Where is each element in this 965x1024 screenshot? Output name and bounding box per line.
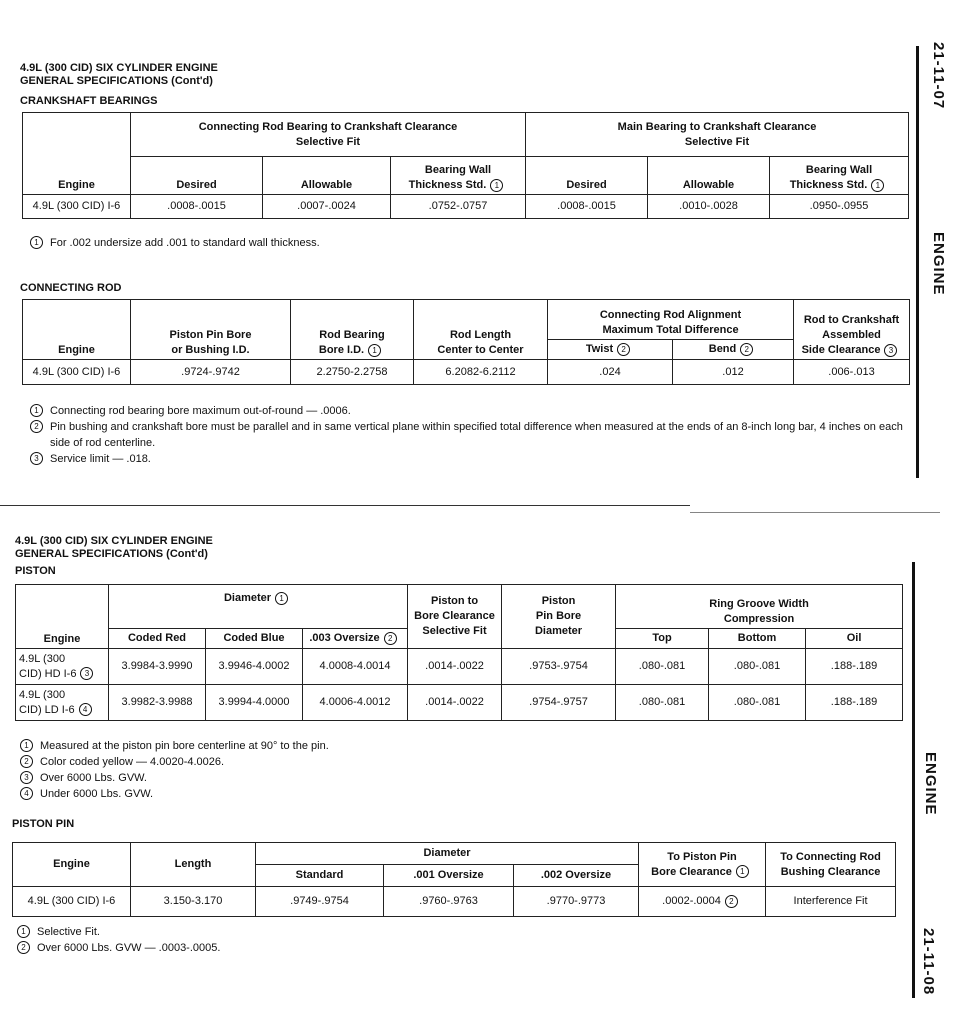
piston-row-engine-line2: CID) LD I-6 bbox=[19, 703, 75, 716]
piston-diameter-label: Diameter bbox=[223, 592, 272, 604]
crank-main-group-line2: Selective Fit bbox=[684, 135, 750, 148]
note-item bbox=[30, 235, 910, 251]
note-item bbox=[20, 770, 900, 786]
piston-bore-line2: Bore Clearance bbox=[414, 610, 495, 622]
crank-main-group-line1: Main Bearing to Crankshaft Clearance bbox=[617, 120, 817, 133]
crank-conn-wall-line2: Thickness Std. bbox=[408, 179, 487, 191]
crank-main-desired-header: Desired bbox=[526, 157, 648, 195]
piston-row-engine bbox=[16, 649, 109, 685]
pin-to-rod-header bbox=[766, 843, 896, 887]
conrod-rod-bearing-line1: Rod Bearing bbox=[319, 329, 385, 341]
crank-row-main-allowable: .0010-.0028 bbox=[648, 195, 770, 219]
piston-row-red: 3.9984-3.9990 bbox=[109, 649, 206, 685]
pin-note-2: Over 6000 Lbs. GVW — .0003-.0005. bbox=[37, 942, 221, 954]
pin-to-rod-line2: Bushing Clearance bbox=[780, 865, 881, 878]
piston-note-2: Color coded yellow — 4.0020-4.0026. bbox=[40, 756, 225, 768]
crank-conn-allowable-header: Allowable bbox=[263, 157, 391, 195]
circled-2-icon: 2 bbox=[740, 343, 753, 356]
note-item bbox=[30, 419, 910, 451]
conrod-pin-bore-header bbox=[131, 300, 291, 360]
page1-side-engine-label: ENGINE bbox=[930, 232, 947, 296]
crank-row-main-desired: .0008-.0015 bbox=[526, 195, 648, 219]
conrod-pin-bore-line2: or Bushing I.D. bbox=[171, 344, 250, 356]
piston-pin-line2: Pin Bore bbox=[535, 610, 582, 622]
circled-1-icon: 1 bbox=[368, 344, 381, 357]
circled-1-icon: 1 bbox=[30, 404, 43, 417]
pin-notes bbox=[17, 924, 897, 956]
note-item bbox=[20, 754, 900, 770]
page2-header-subtitle: GENERAL SPECIFICATIONS (Cont'd) bbox=[15, 548, 208, 560]
circled-2-icon: 2 bbox=[384, 632, 397, 645]
pin-row-engine: 4.9L (300 CID) I-6 bbox=[13, 887, 131, 917]
piston-ring-line1: Ring Groove Width bbox=[709, 598, 809, 610]
piston-bore-line1: Piston to bbox=[431, 595, 479, 607]
conrod-row-pin-bore: .9724-.9742 bbox=[131, 360, 291, 385]
pin-row-length: 3.150-3.170 bbox=[131, 887, 256, 917]
circled-2-icon: 2 bbox=[617, 343, 630, 356]
table-row bbox=[13, 887, 896, 917]
note-item bbox=[17, 924, 897, 940]
page1-right-rule bbox=[916, 46, 919, 478]
page2-header-title: 4.9L (300 CID) SIX CYLINDER ENGINE bbox=[15, 535, 213, 547]
piston-engine-header: Engine bbox=[16, 585, 109, 649]
piston-notes bbox=[20, 738, 900, 802]
piston-pin-section-title: PISTON PIN bbox=[12, 818, 75, 830]
conrod-pin-bore-line1: Piston Pin Bore bbox=[169, 329, 252, 341]
piston-bore-clearance-header bbox=[408, 585, 502, 649]
piston-section-title: PISTON bbox=[15, 565, 56, 577]
conrod-engine-header: Engine bbox=[23, 300, 131, 360]
circled-2-icon: 2 bbox=[17, 941, 30, 954]
pin-over002-header: .002 Oversize bbox=[514, 865, 639, 887]
circled-1-icon: 1 bbox=[871, 179, 884, 192]
conrod-row-bend: .012 bbox=[673, 360, 794, 385]
crank-main-wall-line1: Bearing Wall bbox=[805, 164, 873, 176]
piston-note-4: Under 6000 Lbs. GVW. bbox=[40, 788, 154, 800]
piston-row-oversize: 4.0008-4.0014 bbox=[303, 649, 408, 685]
note-item bbox=[20, 786, 900, 802]
piston-row-bottom: .080-.081 bbox=[709, 649, 806, 685]
conrod-side-clearance-header bbox=[794, 300, 910, 360]
circled-1-icon: 1 bbox=[20, 739, 33, 752]
pin-row-to-rod: Interference Fit bbox=[766, 887, 896, 917]
pin-to-piston-header bbox=[639, 843, 766, 887]
page2-header bbox=[15, 535, 213, 561]
piston-row-clearance: .0014-.0022 bbox=[408, 649, 502, 685]
piston-oil-header: Oil bbox=[806, 629, 903, 649]
circled-1-icon: 1 bbox=[490, 179, 503, 192]
piston-row-top: .080-.081 bbox=[616, 685, 709, 721]
pin-row-to-pin bbox=[639, 887, 766, 917]
piston-row-blue: 3.9946-4.0002 bbox=[206, 649, 303, 685]
pin-row-standard: .9749-.9754 bbox=[256, 887, 384, 917]
pin-row-to-pin-value: .0002-.0004 bbox=[662, 895, 721, 907]
piston-ring-groove-header bbox=[616, 585, 903, 629]
crank-row-conn-wall: .0752-.0757 bbox=[391, 195, 526, 219]
pin-row-over001: .9760-.9763 bbox=[384, 887, 514, 917]
pin-standard-header: Standard bbox=[256, 865, 384, 887]
page1-header-subtitle: GENERAL SPECIFICATIONS (Cont'd) bbox=[20, 75, 213, 87]
piston-row-engine-line2: CID) HD I-6 bbox=[19, 667, 77, 680]
connecting-rod-table bbox=[22, 299, 910, 385]
piston-oversize-label: .003 Oversize bbox=[309, 632, 380, 644]
circled-2-icon: 2 bbox=[30, 420, 43, 433]
piston-row-oversize: 4.0006-4.0012 bbox=[303, 685, 408, 721]
page2-page-number: 21-11-08 bbox=[920, 928, 937, 996]
circled-1-icon: 1 bbox=[30, 236, 43, 249]
piston-pin-bore-header bbox=[502, 585, 616, 649]
conrod-bend-label: Bend bbox=[708, 343, 737, 355]
crank-engine-header: Engine bbox=[23, 113, 131, 195]
pin-to-rod-line1: To Connecting Rod bbox=[780, 850, 881, 863]
circled-1-icon: 1 bbox=[736, 865, 749, 878]
page-separator bbox=[0, 505, 690, 506]
crank-main-wall-line2: Thickness Std. bbox=[789, 179, 868, 191]
circled-4-icon: 4 bbox=[79, 703, 92, 716]
table-row bbox=[23, 195, 909, 219]
piston-row-top: .080-.081 bbox=[616, 649, 709, 685]
piston-coded-blue-header: Coded Blue bbox=[206, 629, 303, 649]
page2-side-engine-label: ENGINE bbox=[922, 752, 939, 816]
conrod-rod-bearing-header bbox=[291, 300, 414, 360]
note-item bbox=[30, 451, 910, 467]
piston-row-red: 3.9982-3.9988 bbox=[109, 685, 206, 721]
conrod-row-engine: 4.9L (300 CID) I-6 bbox=[23, 360, 131, 385]
conrod-notes bbox=[30, 403, 910, 467]
circled-1-icon: 1 bbox=[17, 925, 30, 938]
piston-row-pin: .9754-.9757 bbox=[502, 685, 616, 721]
conrod-row-side: .006-.013 bbox=[794, 360, 910, 385]
piston-pin-line1: Piston bbox=[541, 595, 576, 607]
conrod-alignment-line2: Maximum Total Difference bbox=[602, 324, 739, 336]
pin-engine-header: Engine bbox=[13, 843, 131, 887]
conrod-rod-bearing-line2: Bore I.D. bbox=[318, 344, 365, 356]
crank-conn-wall-line1: Bearing Wall bbox=[424, 164, 492, 176]
piston-row-engine bbox=[16, 685, 109, 721]
note-item bbox=[30, 403, 910, 419]
piston-row-blue: 3.9994-4.0000 bbox=[206, 685, 303, 721]
piston-bottom-header: Bottom bbox=[709, 629, 806, 649]
conrod-row-rod-length: 6.2082-6.2112 bbox=[414, 360, 548, 385]
crank-note-1: For .002 undersize add .001 to standard wall thickness. bbox=[50, 237, 320, 249]
conrod-side-line2: Assembled bbox=[822, 329, 881, 341]
piston-row-bottom: .080-.081 bbox=[709, 685, 806, 721]
page1-header bbox=[20, 62, 218, 88]
conrod-row-rod-bearing: 2.2750-2.2758 bbox=[291, 360, 414, 385]
crank-main-wall-header bbox=[770, 157, 909, 195]
crank-row-main-wall: .0950-.0955 bbox=[770, 195, 909, 219]
piston-note-1: Measured at the piston pin bore centerline at 90° to the pin. bbox=[40, 740, 329, 752]
page2-right-rule bbox=[912, 562, 915, 998]
circled-4-icon: 4 bbox=[20, 787, 33, 800]
crank-conn-group-line2: Selective Fit bbox=[295, 135, 361, 148]
crankshaft-bearings-table bbox=[22, 112, 909, 219]
conrod-twist-label: Twist bbox=[585, 343, 614, 355]
piston-top-header: Top bbox=[616, 629, 709, 649]
table-row bbox=[16, 685, 903, 721]
conrod-rod-length-line2: Center to Center bbox=[437, 344, 524, 356]
circled-1-icon: 1 bbox=[275, 592, 288, 605]
piston-row-clearance: .0014-.0022 bbox=[408, 685, 502, 721]
piston-coded-red-header: Coded Red bbox=[109, 629, 206, 649]
piston-row-oil: .188-.189 bbox=[806, 685, 903, 721]
crank-conn-wall-header bbox=[391, 157, 526, 195]
conrod-section-title: CONNECTING ROD bbox=[20, 282, 122, 294]
piston-note-3: Over 6000 Lbs. GVW. bbox=[40, 772, 147, 784]
piston-pin-table bbox=[12, 842, 896, 917]
crank-row-conn-desired: .0008-.0015 bbox=[131, 195, 263, 219]
conrod-bend-header bbox=[673, 340, 794, 360]
crankshaft-section-title: CRANKSHAFT BEARINGS bbox=[20, 95, 158, 107]
circled-2-icon: 2 bbox=[20, 755, 33, 768]
pin-diameter-header: Diameter bbox=[256, 843, 639, 865]
piston-row-pin: .9753-.9754 bbox=[502, 649, 616, 685]
piston-row-oil: .188-.189 bbox=[806, 649, 903, 685]
conrod-twist-header bbox=[548, 340, 673, 360]
pin-row-over002: .9770-.9773 bbox=[514, 887, 639, 917]
circled-3-icon: 3 bbox=[30, 452, 43, 465]
conrod-alignment-line1: Connecting Rod Alignment bbox=[599, 309, 742, 321]
piston-row-engine-line1: 4.9L (300 bbox=[19, 652, 66, 665]
piston-oversize-header bbox=[303, 629, 408, 649]
page1-page-number: 21-11-07 bbox=[930, 42, 947, 110]
pin-over001-header: .001 Oversize bbox=[384, 865, 514, 887]
piston-ring-line2: Compression bbox=[723, 613, 795, 625]
table-row bbox=[16, 649, 903, 685]
crank-main-group-header bbox=[526, 113, 909, 157]
conrod-note-1: Connecting rod bearing bore maximum out-of-round — .0006. bbox=[50, 405, 351, 417]
conrod-side-line1: Rod to Crankshaft bbox=[803, 314, 900, 326]
page1-header-title: 4.9L (300 CID) SIX CYLINDER ENGINE bbox=[20, 62, 218, 74]
piston-diameter-header bbox=[109, 585, 408, 629]
page-separator-tail bbox=[690, 512, 940, 513]
piston-table bbox=[15, 584, 903, 721]
crank-conn-group-header bbox=[131, 113, 526, 157]
crank-row-conn-allowable: .0007-.0024 bbox=[263, 195, 391, 219]
circled-3-icon: 3 bbox=[884, 344, 897, 357]
piston-pin-line3: Diameter bbox=[534, 625, 583, 637]
conrod-alignment-header bbox=[548, 300, 794, 340]
conrod-note-3: Service limit — .018. bbox=[50, 453, 151, 465]
pin-to-pin-line1: To Piston Pin bbox=[667, 850, 737, 863]
conrod-rod-length-line1: Rod Length bbox=[449, 329, 512, 341]
circled-2-icon: 2 bbox=[725, 895, 738, 908]
conrod-row-twist: .024 bbox=[548, 360, 673, 385]
pin-length-header: Length bbox=[131, 843, 256, 887]
pin-to-pin-line2: Bore Clearance bbox=[651, 865, 732, 878]
crank-conn-desired-header: Desired bbox=[131, 157, 263, 195]
conrod-rod-length-header bbox=[414, 300, 548, 360]
crank-main-allowable-header: Allowable bbox=[648, 157, 770, 195]
crank-conn-group-line1: Connecting Rod Bearing to Crankshaft Clearance bbox=[198, 120, 458, 133]
conrod-note-2: Pin bushing and crankshaft bore must be parallel and in same vertical plane within specified total difference when measured at the ends of an 8-inch long bar, 4 inches on each side of rod centerline. bbox=[50, 421, 903, 449]
note-item bbox=[17, 940, 897, 956]
circled-3-icon: 3 bbox=[80, 667, 93, 680]
piston-row-engine-line1: 4.9L (300 bbox=[19, 688, 66, 701]
crank-row-engine: 4.9L (300 CID) I-6 bbox=[23, 195, 131, 219]
note-item bbox=[20, 738, 900, 754]
piston-bore-line3: Selective Fit bbox=[422, 625, 487, 637]
pin-note-1: Selective Fit. bbox=[37, 926, 100, 938]
crank-notes bbox=[30, 235, 910, 251]
table-row bbox=[23, 360, 910, 385]
circled-3-icon: 3 bbox=[20, 771, 33, 784]
conrod-side-line3: Side Clearance bbox=[801, 344, 881, 356]
